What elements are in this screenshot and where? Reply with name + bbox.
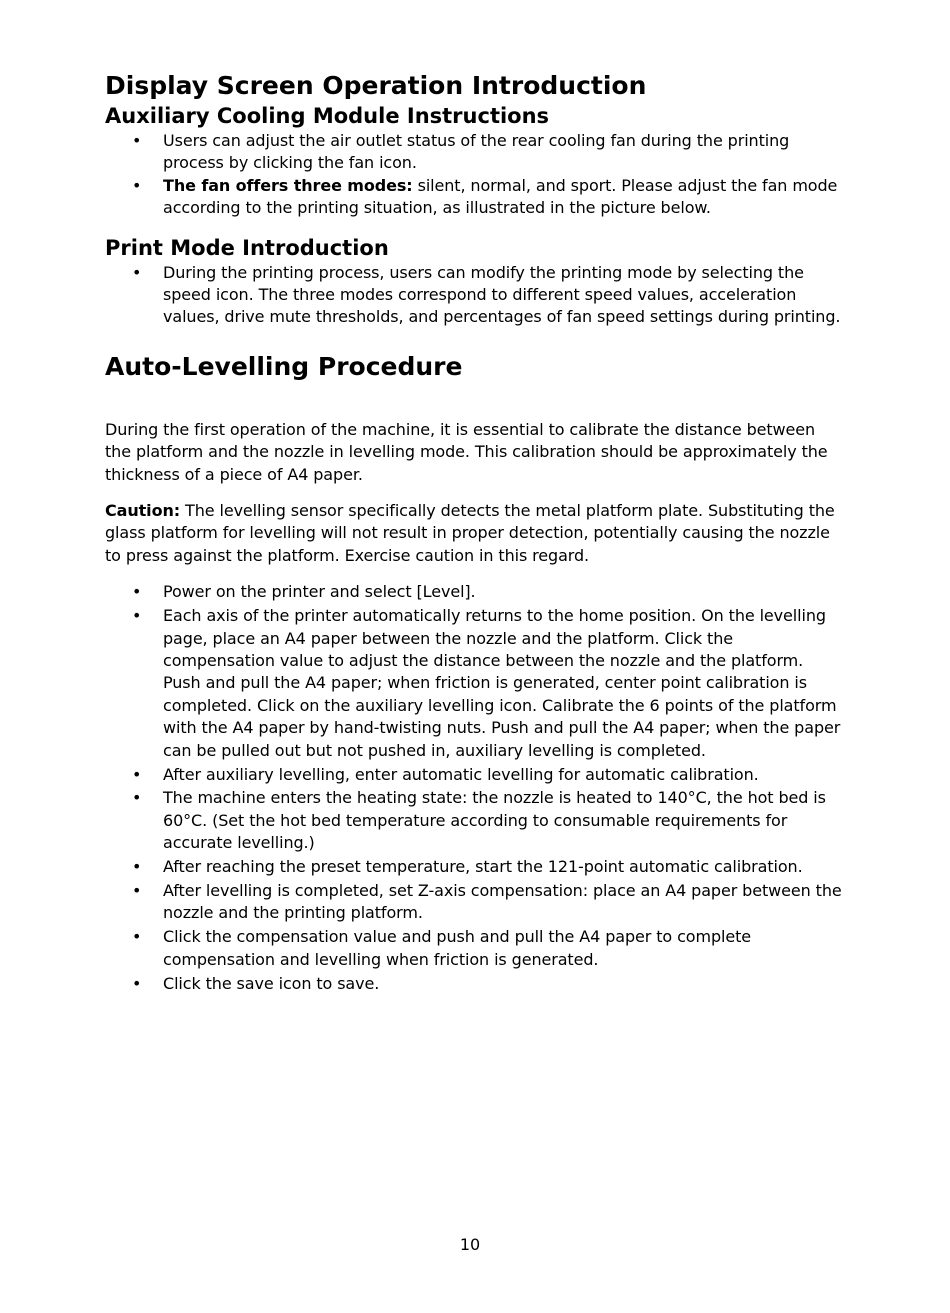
list-item-text: After reaching the preset temperature, start the 121-point automatic calibration. bbox=[163, 857, 803, 877]
list-item bbox=[105, 787, 845, 854]
list-item bbox=[105, 880, 845, 925]
list-item-text: After auxiliary levelling, enter automatic levelling for automatic calibration. bbox=[163, 764, 759, 784]
list-item bbox=[105, 130, 845, 175]
bullet-icon: • bbox=[132, 973, 142, 993]
list-item-text: After levelling is completed, set Z-axis compensation: place an A4 paper between the nozzle and the printing platform. bbox=[163, 881, 842, 923]
list-item-text: The machine enters the heating state: the nozzle is heated to 140°C, the hot bed is 60°C. (Set the hot bed temperature according to consumable requirements for accurate levelling.) bbox=[163, 788, 826, 853]
print-mode-heading: Print Mode Introduction bbox=[105, 235, 389, 260]
bullet-icon: • bbox=[132, 857, 142, 877]
print-mode-list bbox=[105, 262, 845, 329]
caution-label: Caution: bbox=[105, 501, 181, 521]
list-item bbox=[105, 926, 845, 971]
cooling-heading: Auxiliary Cooling Module Instructions bbox=[105, 104, 550, 128]
list-item-text: Click the save icon to save. bbox=[163, 973, 380, 993]
bullet-icon: • bbox=[132, 881, 142, 901]
leveling-steps-list bbox=[105, 581, 845, 995]
bullet-icon: • bbox=[132, 262, 142, 282]
list-item bbox=[105, 764, 845, 786]
caution-paragraph bbox=[105, 500, 845, 567]
leveling-heading: Auto-Levelling Procedure bbox=[105, 351, 463, 381]
list-item-bold-text: The fan offers three modes: bbox=[163, 175, 413, 195]
cooling-list bbox=[105, 130, 845, 220]
page-number: 10 bbox=[459, 1235, 481, 1254]
bullet-icon: • bbox=[132, 764, 142, 784]
list-item bbox=[105, 175, 845, 220]
list-item bbox=[105, 605, 845, 762]
bullet-icon: • bbox=[132, 582, 142, 602]
page-content bbox=[105, 70, 845, 997]
list-item bbox=[105, 973, 845, 995]
list-item-text: During the printing process, users can modify the printing mode by selecting the speed icon. The three modes correspond to different speed values, acceleration values, drive mute thresholds, and percentages of fan speed settings during printing. bbox=[163, 262, 841, 327]
list-item bbox=[105, 262, 845, 329]
leveling-intro: During the first operation of the machine, it is essential to calibrate the distance between the platform and the nozzle in levelling mode. This calibration should be approximately the thickness of a piece of A4 paper. bbox=[105, 419, 828, 484]
list-item-text: Click the compensation value and push and pull the A4 paper to complete compensation and levelling when friction is generated. bbox=[163, 927, 752, 969]
bullet-icon: • bbox=[132, 606, 142, 626]
list-item-text: silent, normal, and sport. Please adjust the fan mode according to the printing situation, as illustrated in the picture below. bbox=[163, 175, 838, 218]
list-item-text: Power on the printer and select [Level]. bbox=[163, 582, 476, 602]
list-item bbox=[105, 581, 845, 603]
bullet-icon: • bbox=[132, 927, 142, 947]
list-item-text: Users can adjust the air outlet status of the rear cooling fan during the printing process by clicking the fan icon. bbox=[163, 131, 790, 173]
list-item bbox=[105, 856, 845, 878]
caution-text: The levelling sensor specifically detects the metal platform plate. Substituting the glass platform for levelling will not result in proper detection, potentially causing the nozzle to press against the platform. Exercise caution in this regard. bbox=[105, 501, 835, 565]
bullet-icon: • bbox=[132, 131, 142, 150]
bullet-icon: • bbox=[132, 788, 142, 808]
list-item-text: Each axis of the printer automatically returns to the home position. On the levelling page, place an A4 paper between the nozzle and the platform. Click the compensation value to adjust the distance between the nozzle and the platform. Push and pull the A4 paper; when friction is generated, center point calibration is completed. Click on the auxiliary levelling icon. Calibrate the 6 points of the platform with the A4 paper by hand-twisting nuts. Push and pull the A4 paper; when the paper can be pulled out but not pushed in, auxiliary levelling is completed. bbox=[163, 606, 841, 760]
bullet-icon: • bbox=[132, 175, 142, 195]
page-title: Display Screen Operation Introduction bbox=[105, 71, 647, 100]
